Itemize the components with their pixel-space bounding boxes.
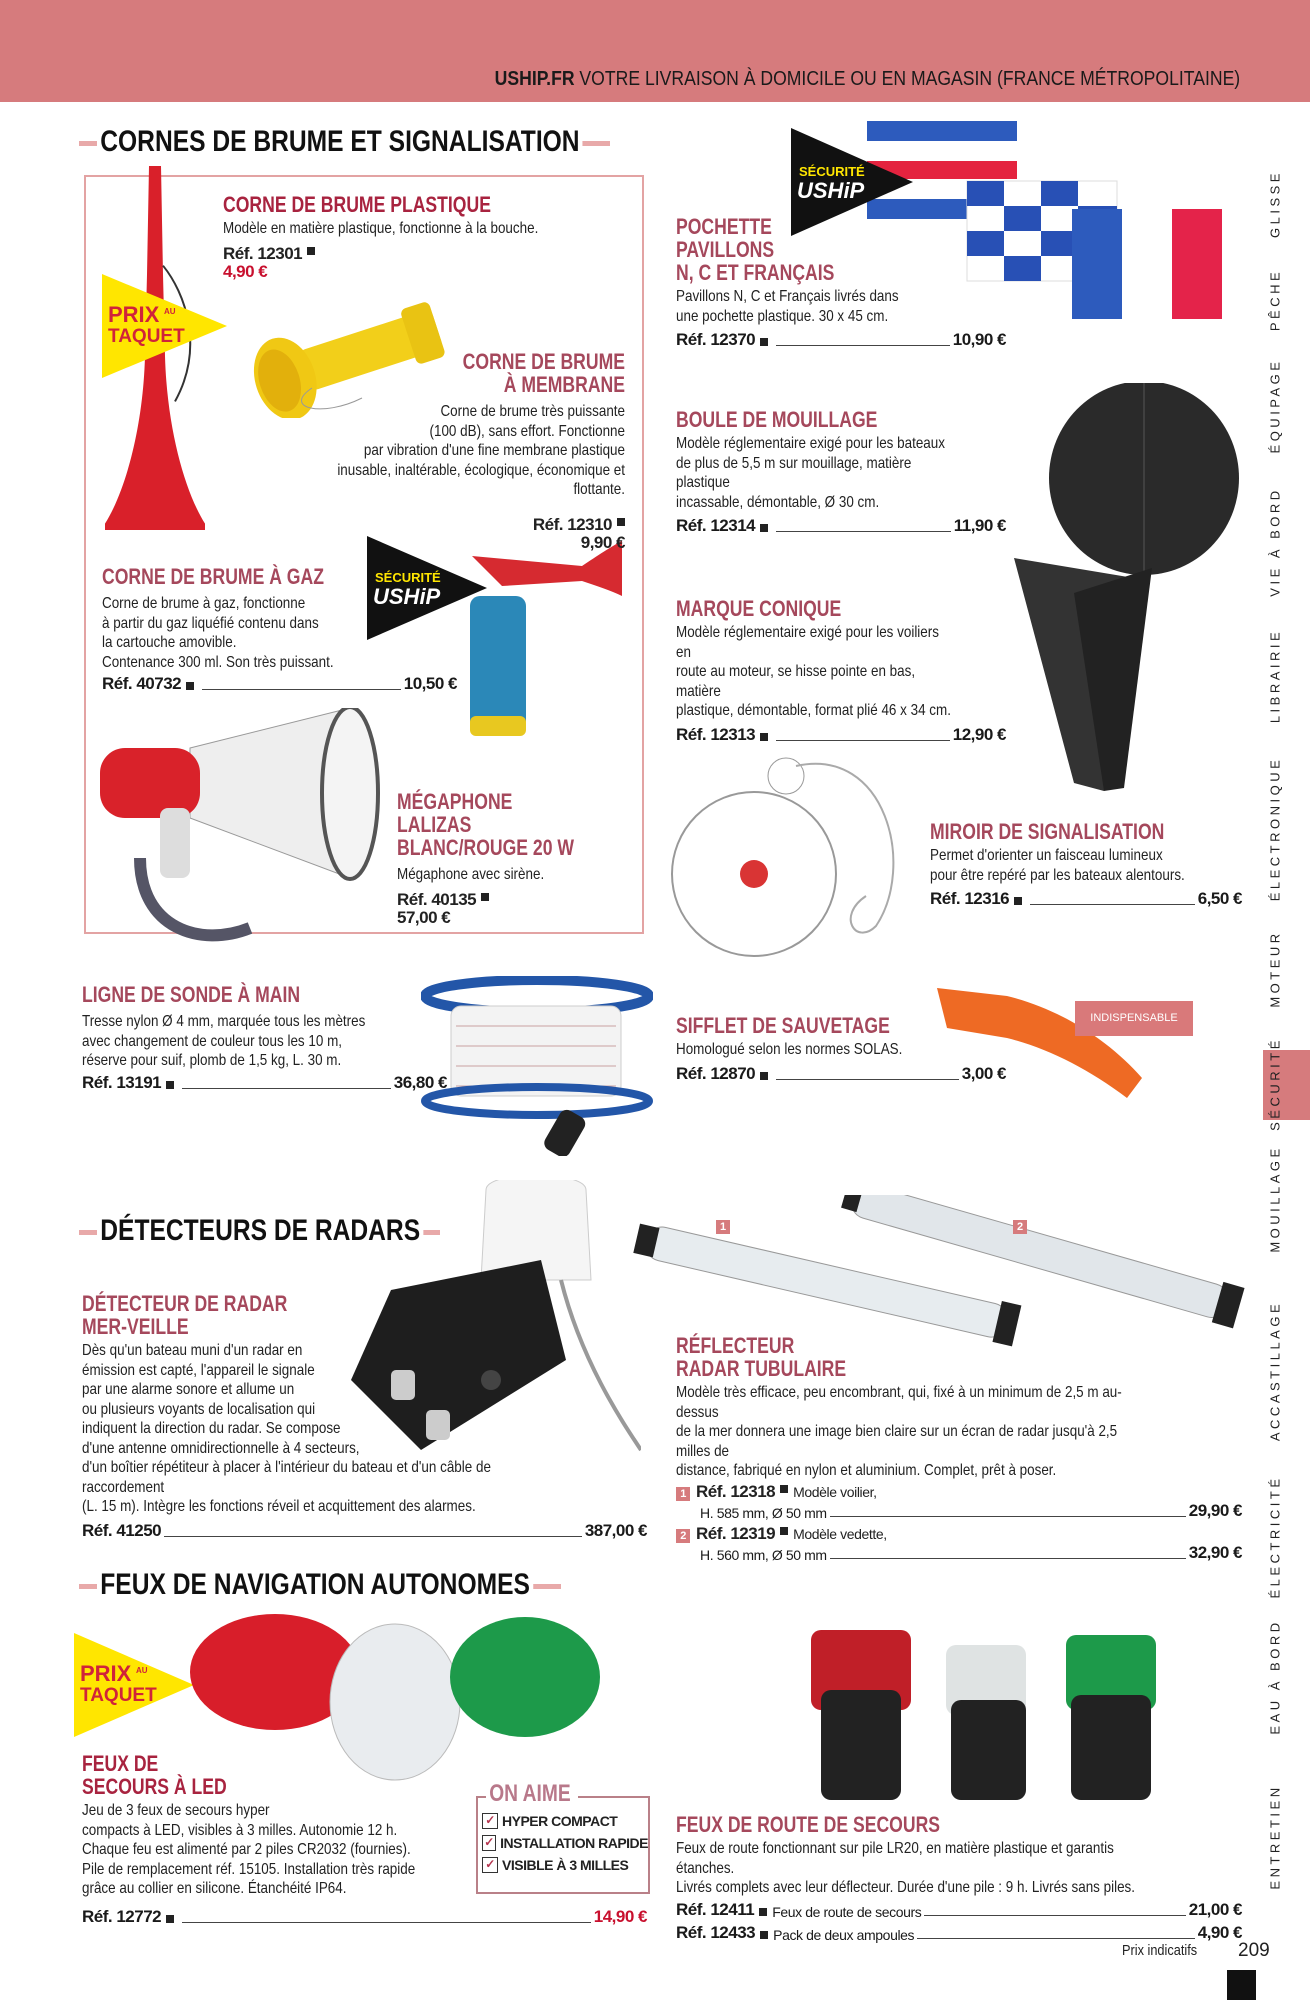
badge-au: AU bbox=[136, 1666, 148, 1675]
banner-text bbox=[494, 68, 1240, 91]
variant-label: Modèle vedette, bbox=[793, 1525, 887, 1542]
product-description: Modèle réglementaire exigé pour les bateaux de plus de 5,5 m sur mouillage, matière plastique incassable, démontable, Ø 30 cm. bbox=[676, 435, 945, 511]
prix-au-taquet-badge bbox=[74, 1633, 194, 1737]
anchor-ball-and-cone-image bbox=[1014, 383, 1244, 793]
ref-label: Pack de deux ampoules bbox=[773, 1926, 915, 1943]
product-title: RÉFLECTEUR RADAR TUBULAIRE bbox=[676, 1333, 847, 1381]
banner-tagline: VOTRE LIVRAISON À DOMICILE OU EN MAGASIN (FRANCE MÉTROPOLITAINE) bbox=[579, 68, 1240, 90]
section-title: FEUX DE NAVIGATION AUTONOMES bbox=[97, 1566, 533, 1604]
square-bullet-icon bbox=[481, 893, 489, 901]
side-tab-glisse[interactable]: GLISSE bbox=[1267, 170, 1283, 238]
badge-uship: USHiP bbox=[797, 178, 865, 203]
checkbox-checked-icon: ✓ bbox=[482, 1857, 498, 1873]
badge-prix: PRIX bbox=[108, 302, 160, 327]
page-number: 209 bbox=[1238, 1940, 1270, 1961]
square-bullet-icon bbox=[760, 733, 768, 741]
product-title: BOULE DE MOUILLAGE bbox=[676, 407, 878, 432]
product-description: Permet d'orienter un faisceau lumineux pour être repéré par les bateaux alentours. bbox=[930, 847, 1185, 884]
product-marque-conique bbox=[676, 597, 1006, 745]
box-rule bbox=[578, 1796, 648, 1798]
product-description: Corne de brume très puissante (100 dB), sans effort. Fonctionne par vibration d'une fine membrane plastique inusable, inaltérable, écologique, économique et flottante. bbox=[337, 403, 625, 498]
dotted-leader bbox=[917, 1938, 1195, 1939]
side-tab-mouillage[interactable]: MOUILLAGE bbox=[1267, 1145, 1283, 1253]
dotted-leader bbox=[202, 689, 401, 690]
product-description: Pavillons N, C et Français livrés dans une pochette plastique. 30 x 45 cm. bbox=[676, 288, 899, 325]
page-marker bbox=[1227, 1970, 1256, 2000]
box-rule bbox=[478, 1796, 486, 1798]
badge-uship: USHiP bbox=[373, 584, 441, 609]
product-ligne-sonde bbox=[82, 983, 447, 1093]
product-title: CORNE DE BRUME PLASTIQUE bbox=[223, 192, 491, 217]
product-title: FEUX DE SECOURS À LED bbox=[82, 1751, 227, 1799]
product-price: 6,50 € bbox=[1197, 889, 1242, 908]
side-tab-securite[interactable]: SÉCURITÉ bbox=[1267, 1037, 1283, 1131]
product-title: CORNE DE BRUME À GAZ bbox=[102, 564, 324, 589]
product-description: Modèle très efficace, peu encombrant, qui, fixé à un minimum de 2,5 m au-dessus de la mer donnera une image bien claire sur un écran de radar jusqu'à 2,5 milles de distance, fabriqué en nylon et aluminium. Complet, prêt à poser. bbox=[676, 1384, 1122, 1479]
product-price: 32,90 € bbox=[1188, 1542, 1242, 1562]
image-marker-2: 2 bbox=[1013, 1220, 1027, 1234]
product-description: Jeu de 3 feux de secours hyper compacts à LED, visibles à 3 milles. Autonomie 12 h. Chaque feu est alimenté par 2 piles CR2032 (fournies). Pile de remplacement réf. 15105. Installation très rapide grâce au collier en silicone. Étanchéité IP64. bbox=[82, 1802, 416, 1897]
square-bullet-icon bbox=[780, 1485, 788, 1493]
badge-au: AU bbox=[164, 307, 176, 316]
square-bullet-icon bbox=[760, 1072, 768, 1080]
square-bullet-icon bbox=[759, 1908, 767, 1916]
product-megaphone bbox=[397, 790, 637, 927]
indispensable-badge: INDISPENSABLE bbox=[1075, 1001, 1193, 1036]
sounding-line-image bbox=[421, 976, 653, 1156]
dotted-leader bbox=[830, 1516, 1186, 1517]
product-corne-gaz bbox=[102, 565, 457, 694]
product-ref: Réf. 12772 bbox=[82, 1906, 162, 1926]
side-tab-entretien[interactable]: ENTRETIEN bbox=[1267, 1784, 1283, 1890]
product-ref: Réf. 40732 bbox=[102, 674, 182, 693]
product-price: 10,50 € bbox=[403, 674, 457, 693]
image-marker-1: 1 bbox=[716, 1220, 730, 1234]
product-title: LIGNE DE SONDE À MAIN bbox=[82, 982, 301, 1007]
product-ref: Réf. 40135 bbox=[397, 889, 477, 909]
dotted-leader bbox=[776, 531, 951, 532]
square-bullet-icon bbox=[186, 682, 194, 690]
product-description: Mégaphone avec sirène. bbox=[397, 866, 545, 883]
product-price: 4,90 € bbox=[1197, 1922, 1242, 1942]
product-ref: Réf. 41250 bbox=[82, 1520, 162, 1540]
product-title: SIFFLET DE SAUVETAGE bbox=[676, 1013, 890, 1038]
product-price: 21,00 € bbox=[1188, 1899, 1242, 1919]
dotted-leader bbox=[776, 345, 950, 346]
product-price: 12,90 € bbox=[952, 724, 1006, 744]
product-description: Dès qu'un bateau muni d'un radar en émission est capté, l'appareil le signale par une alarme sonore et allume un ou plusieurs voyants de localisation qui indiquent la direction du radar. Se compose d'une antenne omnidirectionnelle à 4 secteurs, d'un boîtier répétiteur à placer à l'intérieur du bateau et d'un câble de raccordement (L. 15 m). Intègre les fonctions réveil et acquittement des alarmes. bbox=[82, 1342, 491, 1515]
product-ref: Réf. 12370 bbox=[676, 330, 756, 349]
on-aime-box bbox=[476, 1780, 650, 1894]
on-aime-title: ON AIME bbox=[486, 1780, 574, 1808]
side-tab-librairie[interactable]: LIBRAIRIE bbox=[1267, 628, 1283, 724]
section-header-detecteurs bbox=[79, 1212, 440, 1252]
badge-taquet: TAQUET bbox=[108, 326, 185, 347]
feature-item: VISIBLE À 3 MILLES bbox=[502, 1857, 629, 1873]
square-bullet-icon bbox=[166, 1081, 174, 1089]
product-price: 36,80 € bbox=[393, 1072, 447, 1092]
product-price: 3,00 € bbox=[961, 1063, 1006, 1083]
square-bullet-icon bbox=[617, 518, 625, 526]
product-price: 11,90 € bbox=[953, 516, 1006, 535]
square-bullet-icon bbox=[760, 338, 768, 346]
variant-dims: H. 560 mm, Ø 50 mm bbox=[700, 1546, 827, 1563]
product-ref: Réf. 13191 bbox=[82, 1072, 162, 1092]
square-bullet-icon bbox=[760, 1931, 768, 1939]
checkbox-checked-icon: ✓ bbox=[482, 1835, 496, 1851]
product-price: 57,00 € bbox=[397, 907, 451, 927]
dotted-leader bbox=[164, 1536, 582, 1537]
variant-number: 1 bbox=[676, 1487, 690, 1501]
product-ref: Réf. 12310 bbox=[532, 514, 612, 534]
checkbox-checked-icon: ✓ bbox=[482, 1813, 498, 1829]
square-bullet-icon bbox=[780, 1527, 788, 1535]
product-title: MIROIR DE SIGNALISATION bbox=[930, 819, 1165, 844]
side-tab-electricite[interactable]: ÉLECTRICITÉ bbox=[1267, 1475, 1283, 1599]
dotted-leader bbox=[776, 740, 950, 741]
product-corne-membrane bbox=[225, 350, 625, 552]
product-boule-mouillage bbox=[676, 408, 1006, 536]
product-feux-route bbox=[676, 1813, 1242, 1943]
product-price: 4,90 € bbox=[223, 261, 268, 281]
product-title: POCHETTE PAVILLONS N, C ET FRANÇAIS bbox=[676, 214, 835, 285]
prix-au-taquet-badge bbox=[102, 274, 227, 378]
product-ref: Réf. 12313 bbox=[676, 724, 756, 744]
product-price: 14,90 € bbox=[593, 1906, 647, 1926]
product-description: Homologué selon les normes SOLAS. bbox=[676, 1041, 903, 1058]
side-tab-eau-a-bord[interactable]: EAU À BORD bbox=[1267, 1619, 1283, 1735]
square-bullet-icon bbox=[166, 1915, 174, 1923]
product-ref: Réf. 12314 bbox=[676, 516, 756, 535]
dotted-leader bbox=[830, 1558, 1186, 1559]
feature-item: HYPER COMPACT bbox=[502, 1813, 618, 1829]
prices-note: Prix indicatifs bbox=[1122, 1942, 1198, 1959]
top-banner bbox=[0, 0, 1310, 102]
section-title: DÉTECTEURS DE RADARS bbox=[97, 1212, 423, 1250]
product-title: CORNE DE BRUME À MEMBRANE bbox=[462, 349, 625, 397]
badge-taquet: TAQUET bbox=[80, 1685, 157, 1706]
product-ref: Réf. 12319 bbox=[696, 1523, 776, 1543]
securite-uship-badge bbox=[791, 128, 913, 236]
side-tab-vie-a-bord[interactable]: VIE À BORD bbox=[1267, 487, 1283, 597]
variant-number: 2 bbox=[676, 1529, 690, 1543]
product-description: Modèle réglementaire exigé pour les voiliers en route au moteur, se hisse pointe en bas, matière plastique, démontable, format plié 46 x 34 cm. bbox=[676, 624, 951, 719]
product-miroir bbox=[930, 820, 1242, 909]
dotted-leader bbox=[182, 1088, 391, 1089]
side-tab-equipage[interactable]: ÉQUIPAGE bbox=[1267, 358, 1283, 454]
product-ref: Réf. 12316 bbox=[930, 889, 1010, 908]
side-tab-moteur[interactable]: MOTEUR bbox=[1267, 930, 1283, 1008]
product-price: 9,90 € bbox=[580, 532, 625, 552]
product-description: Corne de brume à gaz, fonctionne à partir du gaz liquéfié contenu dans la cartouche amovible. Contenance 300 ml. Son très puissant. bbox=[102, 595, 334, 671]
product-price: 387,00 € bbox=[584, 1520, 647, 1540]
dotted-leader bbox=[182, 1922, 591, 1923]
badge-prix: PRIX bbox=[80, 1661, 132, 1686]
side-tab-electronique[interactable]: ÉLECTRONIQUE bbox=[1267, 756, 1283, 902]
variant-label: Modèle voilier, bbox=[793, 1483, 877, 1500]
product-description: Tresse nylon Ø 4 mm, marquée tous les mètres avec changement de couleur tous les 10 m, réserve pour suif, plomb de 1,5 kg, L. 30 m. bbox=[82, 1013, 366, 1069]
product-price: 10,90 € bbox=[952, 330, 1006, 349]
badge-securite: SÉCURITÉ bbox=[799, 164, 865, 179]
dotted-leader bbox=[924, 1915, 1185, 1916]
product-ref: Réf. 12301 bbox=[223, 243, 303, 263]
product-price: 29,90 € bbox=[1188, 1500, 1242, 1520]
product-title: MÉGAPHONE LALIZAS BLANC/ROUGE 20 W bbox=[397, 789, 574, 860]
gas-horn-image bbox=[462, 536, 627, 741]
square-bullet-icon bbox=[307, 247, 315, 255]
section-header-feux bbox=[79, 1566, 561, 1606]
section-title: CORNES DE BRUME ET SIGNALISATION bbox=[97, 123, 583, 161]
dotted-leader bbox=[1030, 904, 1195, 905]
product-title: FEUX DE ROUTE DE SECOURS bbox=[676, 1812, 941, 1837]
product-ref: Réf. 12318 bbox=[696, 1481, 776, 1501]
square-bullet-icon bbox=[1014, 897, 1022, 905]
product-title: MARQUE CONIQUE bbox=[676, 596, 842, 621]
product-description: Feux de route fonctionnant sur pile LR20, en matière plastique et garantis étanches. Livrés complets avec leur déflecteur. Durée d'une pile : 9 h. Livrés sans piles. bbox=[676, 1840, 1136, 1896]
product-ref: Réf. 12411 bbox=[676, 1899, 755, 1919]
feature-item: INSTALLATION RAPIDE bbox=[500, 1835, 648, 1851]
ref-label: Feux de route de secours bbox=[772, 1903, 922, 1920]
product-title: DÉTECTEUR DE RADAR MER-VEILLE bbox=[82, 1291, 288, 1339]
square-bullet-icon bbox=[760, 524, 768, 532]
variant-dims: H. 585 mm, Ø 50 mm bbox=[700, 1504, 827, 1521]
product-description: Modèle en matière plastique, fonctionne à la bouche. bbox=[223, 220, 539, 237]
megaphone-image bbox=[100, 708, 380, 952]
product-detecteur-radar bbox=[82, 1292, 647, 1541]
product-sifflet bbox=[676, 1014, 1006, 1084]
navigation-lights-image bbox=[801, 1600, 1171, 1805]
banner-brand[interactable]: USHIP.FR bbox=[494, 68, 575, 90]
product-ref: Réf. 12870 bbox=[676, 1063, 756, 1083]
dotted-leader bbox=[776, 1079, 959, 1080]
side-tab-accastillage[interactable]: ACCASTILLAGE bbox=[1267, 1300, 1283, 1442]
product-corne-plastique bbox=[223, 193, 623, 281]
variant-row bbox=[676, 1483, 1242, 1521]
signal-mirror-image bbox=[666, 746, 921, 958]
section-header-cornes bbox=[79, 123, 610, 163]
product-reflecteur-radar bbox=[676, 1334, 1242, 1563]
badge-securite: SÉCURITÉ bbox=[375, 570, 441, 585]
variant-row bbox=[676, 1525, 1242, 1563]
product-ref: Réf. 12433 bbox=[676, 1922, 756, 1942]
side-tab-peche[interactable]: PÊCHE bbox=[1267, 268, 1283, 332]
